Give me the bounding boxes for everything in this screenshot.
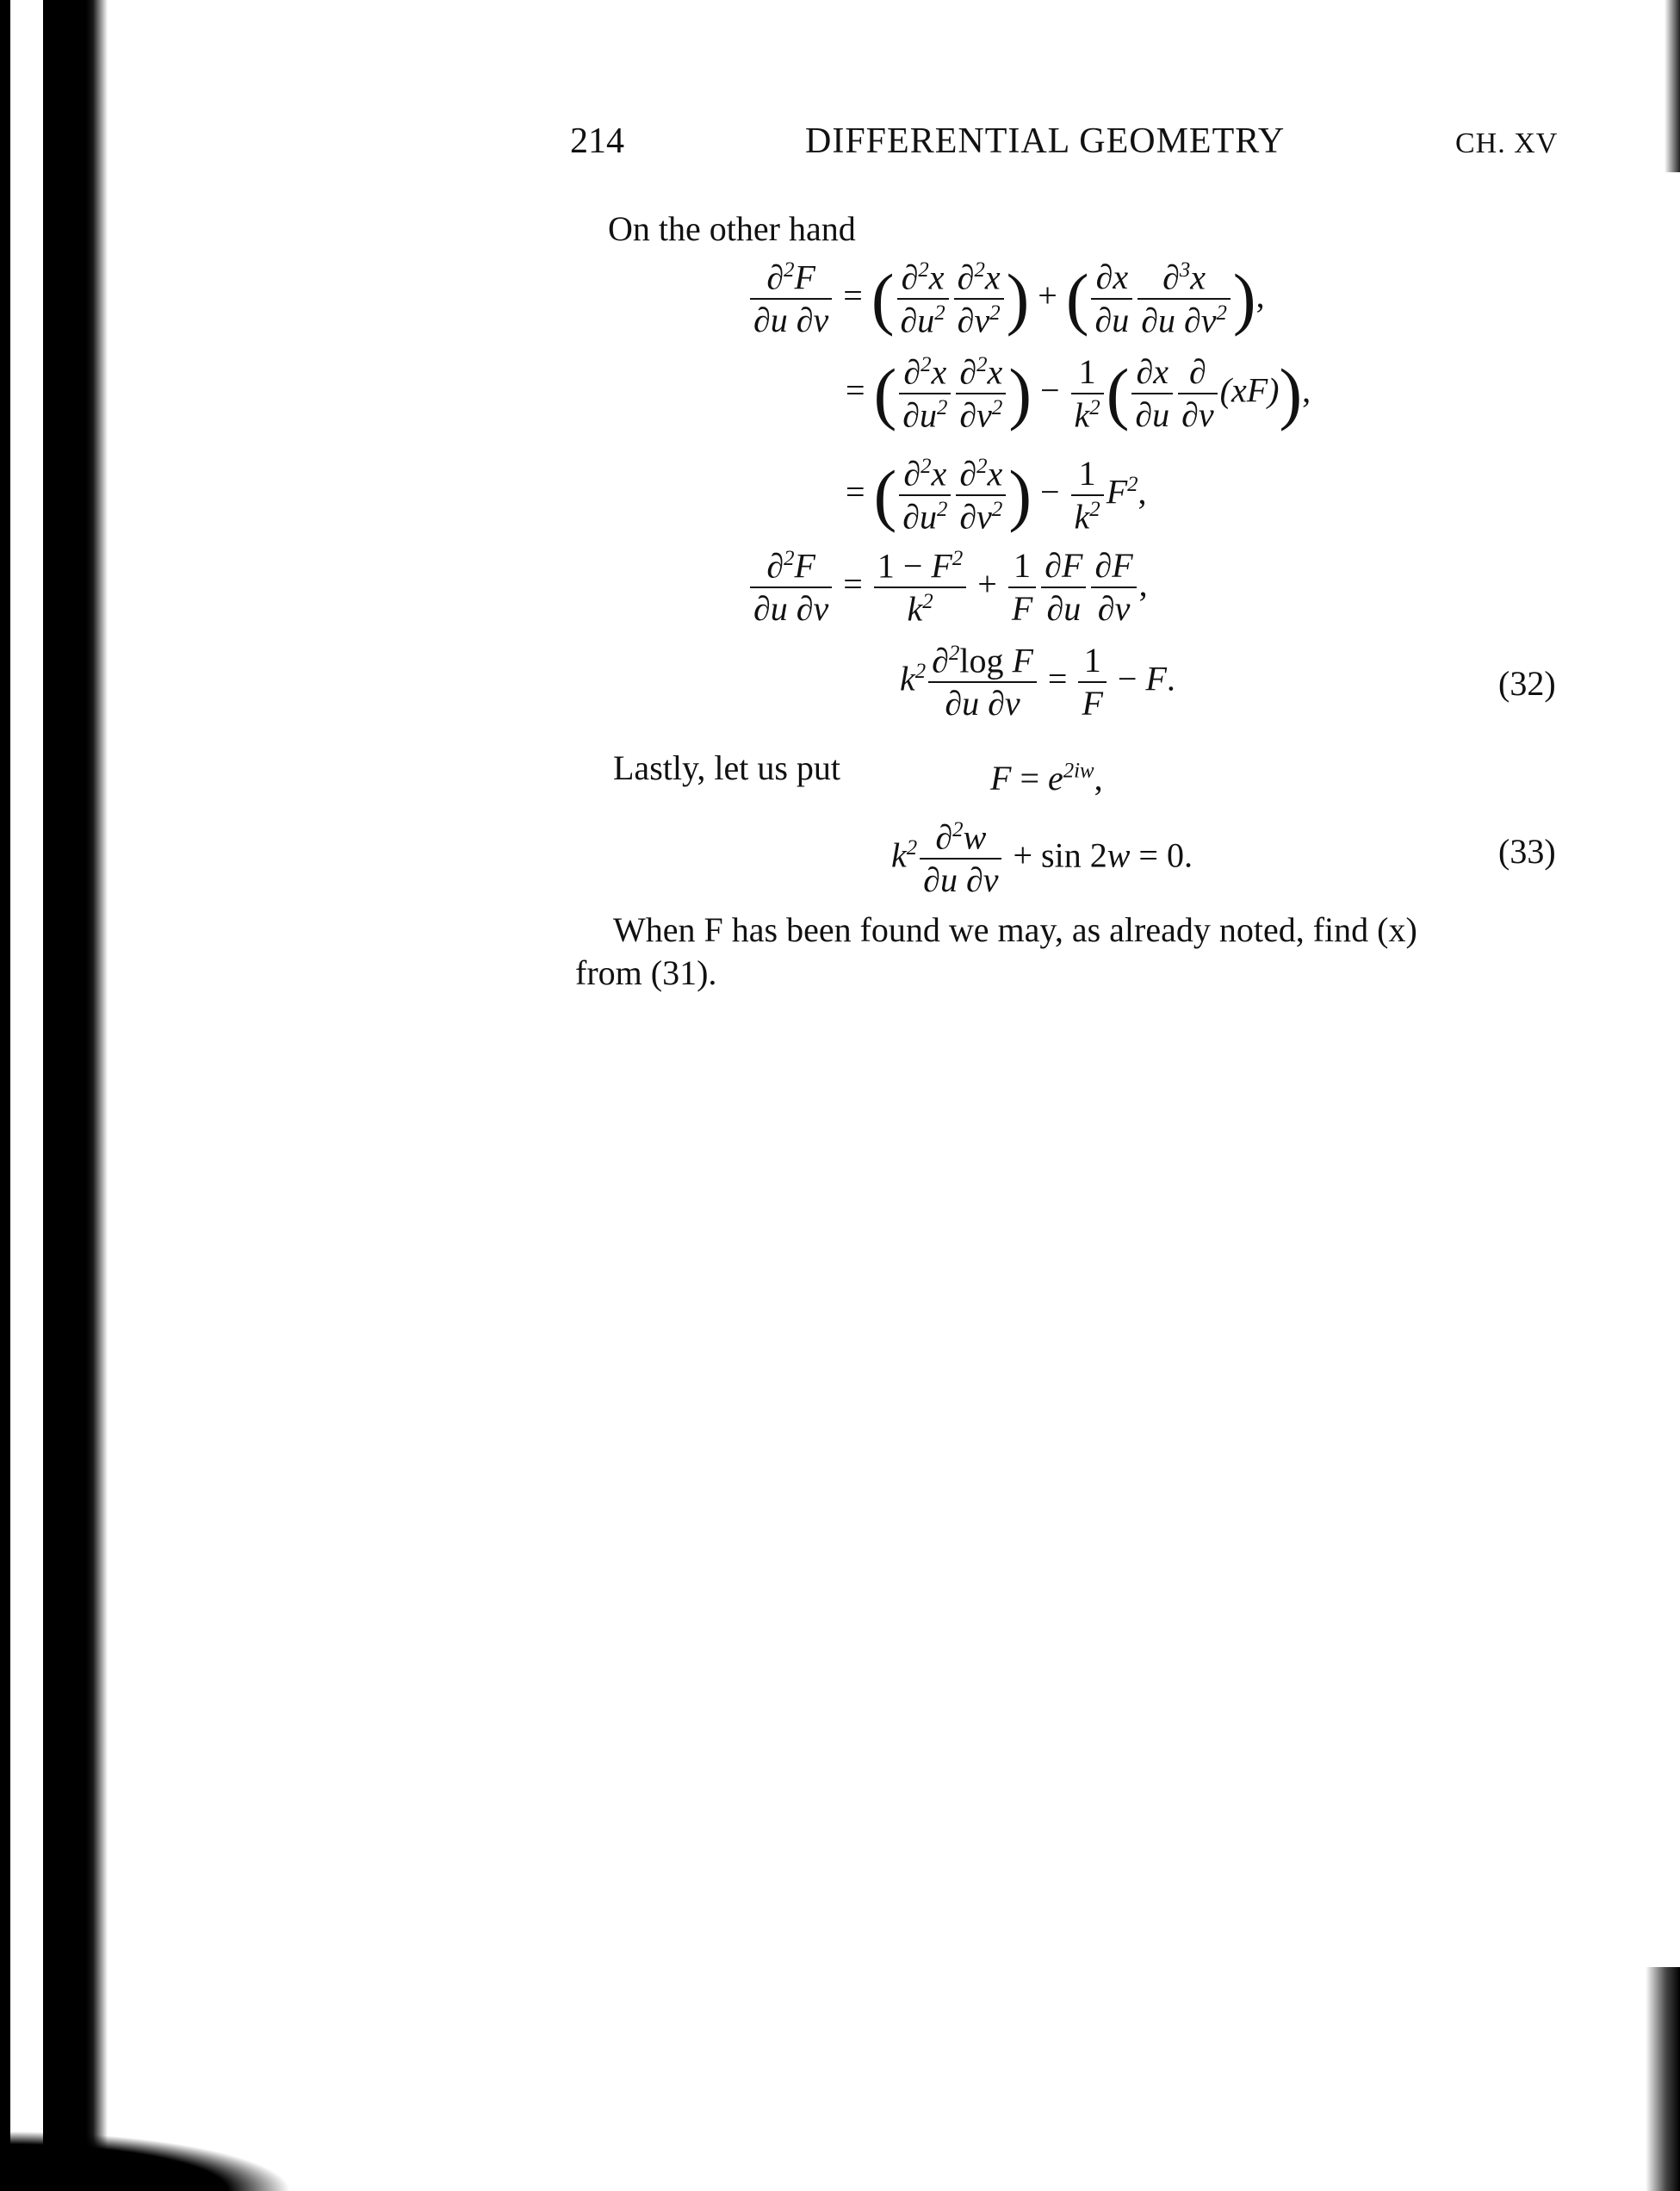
equation-line-2: = ( $\frac{\partial^2x}{\partial u^2}$ $\frac{\partial^2x}{\partial v^2}$ ) − $\frac{1}{k^2}$ ( $\frac{\partial x}{\partial u}$ $\frac{\partial}{\partial v}$ (xF)), <box>846 352 1311 435</box>
closing-paragraph-line-1: When F has been found we may, as already noted, find (x) <box>613 910 1417 949</box>
page-edge-shadow <box>1665 0 1680 172</box>
equation-33: $k^2$ $\frac{\partial^2w}{\partial u \partial v}$ + sin 2w = 0. <box>891 817 1193 900</box>
equation-line-1: $\frac{\partial^2F}{\partial u \partial v}$ = ( $\frac{\partial^2x}{\partial u^2}$ $\frac{\partial^2x}{\partial v^2}$ ) + ( $\frac{\partial x}{\partial u}$ $\frac{\partial^3x}{\partial u \partial v^2}$ ), <box>747 258 1265 340</box>
equation-32: $k^2$ $\frac{\partial^2\log F}{\partial u \partial v}$ = $\frac{1}{F}$ − F. <box>900 641 1175 723</box>
running-title: DIFFERENTIAL GEOMETRY <box>805 121 1286 161</box>
substitution-equation: $F = e^{2iw}$, <box>990 759 1103 798</box>
closing-paragraph-line-2: from (31). <box>575 953 717 992</box>
equation-number-33: (33) <box>1498 832 1556 871</box>
chapter-label: CH. XV <box>1455 127 1559 159</box>
equation-line-3: = ( $\frac{\partial^2x}{\partial u^2}$ $\frac{\partial^2x}{\partial v^2}$ ) − $\frac{1}{k^2}$ $F^2$, <box>846 454 1147 537</box>
intro-text: On the other hand <box>608 209 856 248</box>
equation-line-4: $\frac{\partial^2F}{\partial u \partial v}$ = $\frac{1 - F^2}{k^2}$ + $\frac{1}{F}$ $\frac{\partial F}{\partial u}$ $\frac{\partial F}{\partial v}$ , <box>747 547 1148 629</box>
page-corner-shadow <box>0 2131 293 2191</box>
equation-number-32: (32) <box>1498 664 1556 703</box>
page-edge-shadow <box>1646 1967 1680 2191</box>
book-binding-shadow <box>0 0 129 2191</box>
page-number: 214 <box>570 121 624 161</box>
lastly-text: Lastly, let us put <box>613 748 841 787</box>
